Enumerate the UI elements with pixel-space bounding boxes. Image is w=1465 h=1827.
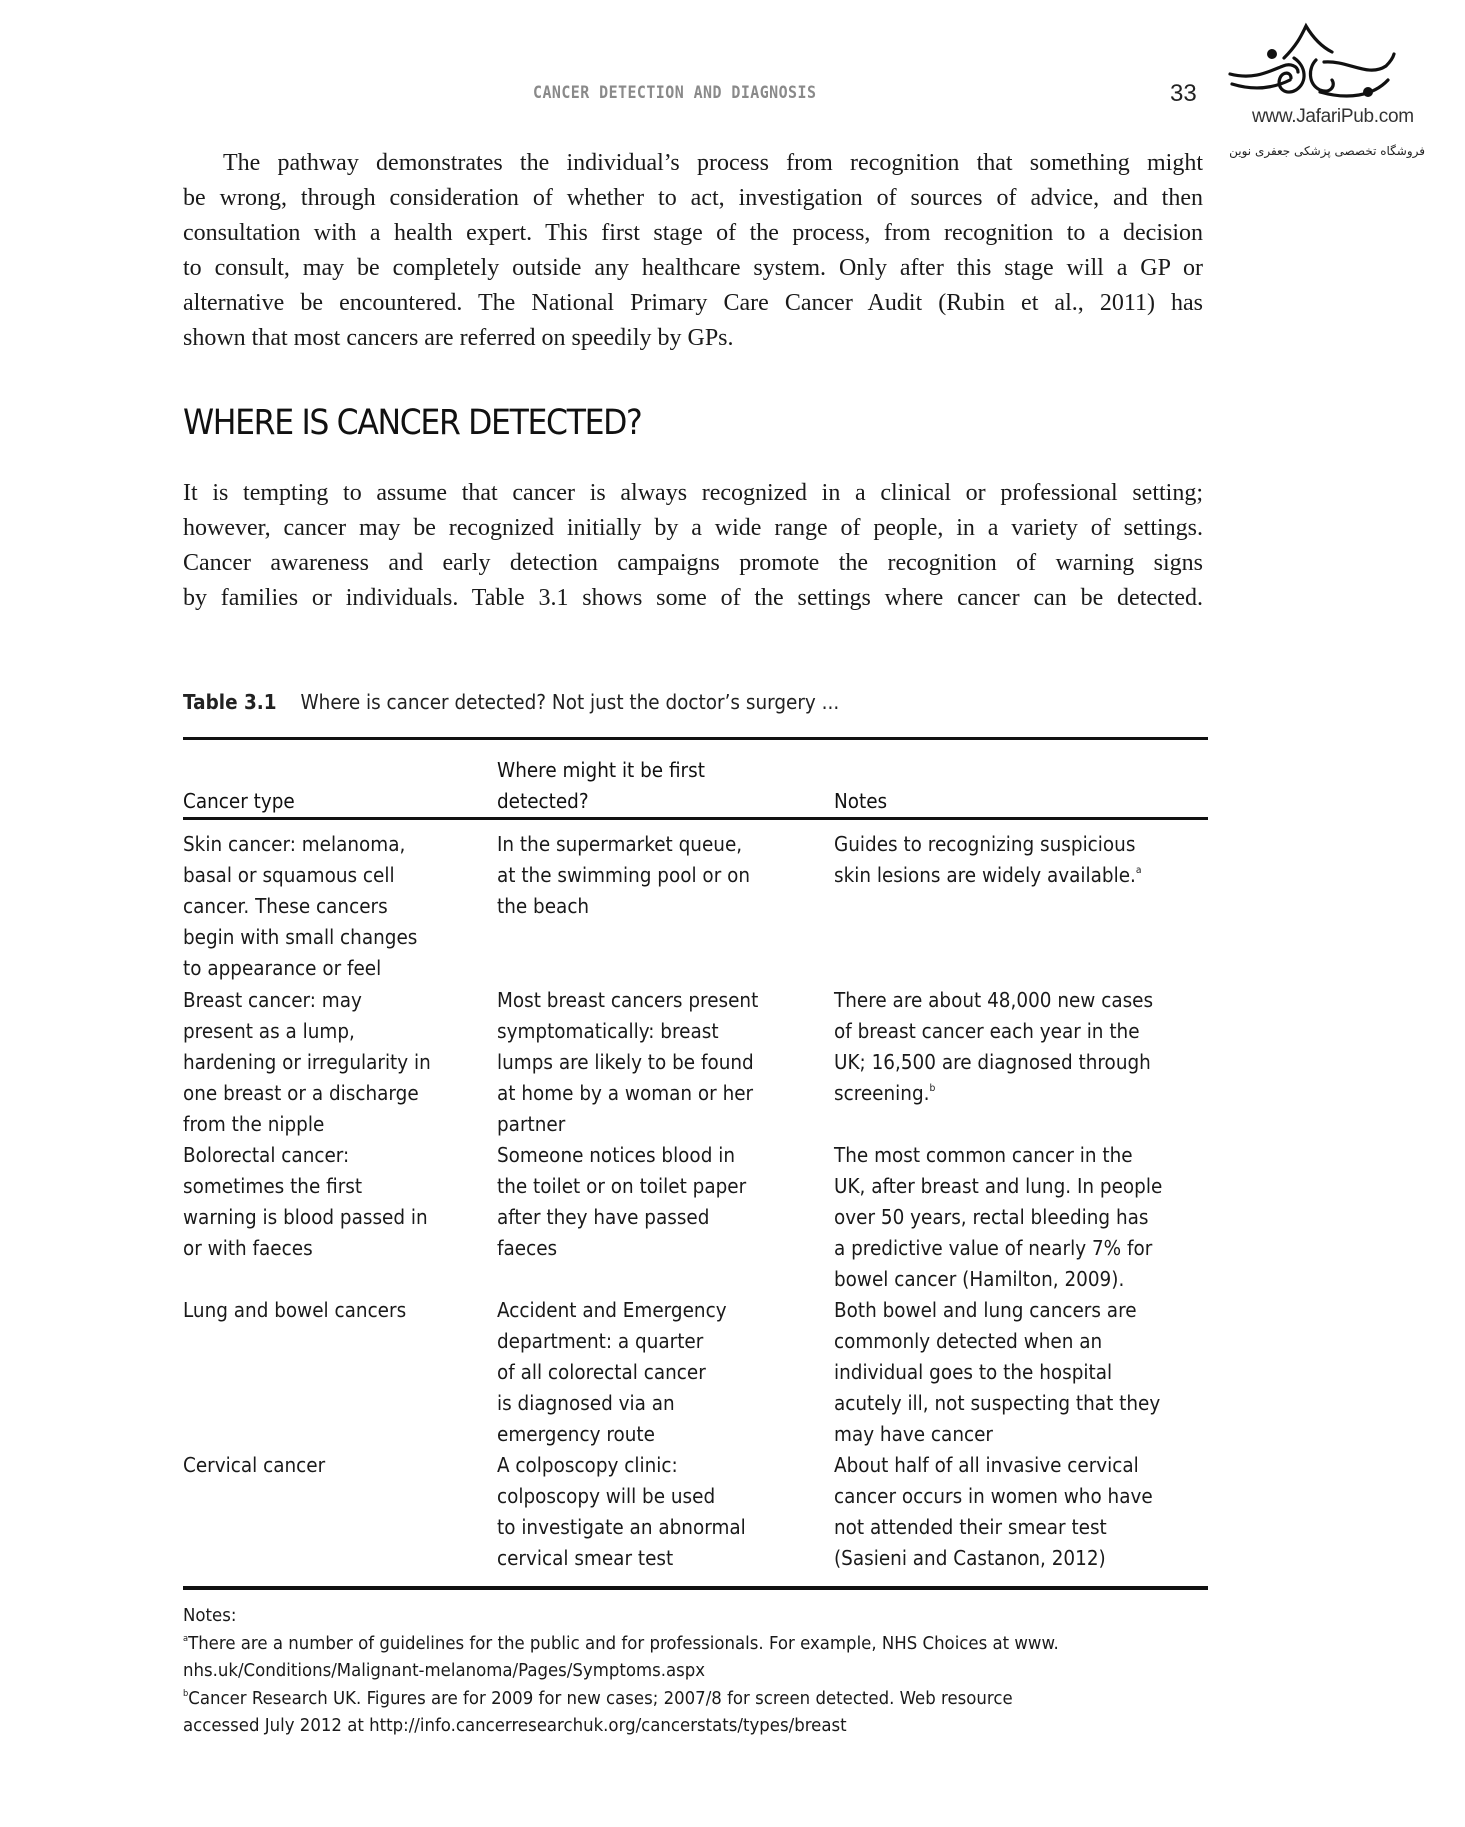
running-head: CANCER DETECTION AND DIAGNOSIS — [533, 83, 817, 103]
table-row-skin-where: In the supermarket queue, at the swimming pool or on the beach — [497, 832, 751, 918]
paragraph-line: by families or individuals. Table 3.1 shows some of the settings where cancer can be detected. — [183, 585, 1203, 611]
table-row-cervical-notes: About half of all invasive cervical cancer occurs in women who have not attended their smear test (Sasieni and Castanon, 2012) — [834, 1453, 1153, 1570]
header-text: Cancer type — [183, 789, 295, 813]
paragraph-line: It is tempting to assume that cancer is always recognized in a clinical or professional setting; — [183, 480, 1203, 506]
table-row-bolorectal-notes: The most common cancer in the UK, after breast and lung. In people over 50 years, rectal bleeding has a predictive value of nearly 7% for bowel cancer (Hamilton, 2009). — [834, 1143, 1163, 1291]
watermark-tagline: فروشگاه تخصصی پزشکی جعفری نوین — [1229, 144, 1425, 158]
column-header-cancer-type — [183, 755, 295, 817]
table-row-skin-notes: Guides to recognizing suspicious skin lesions are widely available.$^a$ — [834, 832, 1142, 887]
header-text: Notes — [834, 789, 888, 813]
table-row-bolorectal-where: Someone notices blood in the toilet or on toilet paper after they have passed faeces — [497, 1143, 747, 1260]
paragraph-line: shown that most cancers are referred on speedily by GPs. — [183, 325, 734, 351]
table-row-lung-bowel-notes: Both bowel and lung cancers are commonly detected when an individual goes to the hospital acutely ill, not suspecting that they may have cancer — [834, 1298, 1161, 1446]
body-paragraph-1 — [183, 146, 1203, 356]
table-row-lung-bowel-cancer-type: Lung and bowel cancers — [183, 1298, 407, 1322]
table-row-cervical-where: A colposcopy clinic: colposcopy will be used to investigate an abnormal cervical smear test — [497, 1453, 746, 1570]
table-caption-text: Where is cancer detected? Not just the doctor’s surgery ... — [300, 690, 840, 714]
table-row-bolorectal-cancer-type: Bolorectal cancer: sometimes the first warning is blood passed in or with faeces — [183, 1143, 428, 1260]
footnote-b-link[interactable]: accessed July 2012 at http://info.cancerresearchuk.org/cancerstats/types/breast — [183, 1715, 847, 1736]
table-header-rule — [183, 817, 1208, 820]
section-heading: WHERE IS CANCER DETECTED? — [183, 403, 642, 443]
table-row-breast-notes: There are about 48,000 new cases of breast cancer each year in the UK; 16,500 are diagnosed through screening.$^b$ — [834, 988, 1154, 1105]
table-row-breast-cancer-type: Breast cancer: may present as a lump, hardening or irregularity in one breast or a discharge from the nipple — [183, 988, 431, 1136]
table-row-cervical-cancer-type: Cervical cancer — [183, 1453, 326, 1477]
table-notes — [183, 1602, 1059, 1740]
notes-title: Notes: — [183, 1605, 237, 1626]
paragraph-line: to consult, may be completely outside any healthcare system. Only after this stage will a GP or — [183, 255, 1203, 281]
footnote-b: $^b$Cancer Research UK. Figures are for 2009 for new cases; 2007/8 for screen detected. Web resource — [183, 1687, 1013, 1709]
table-row-skin-cancer-type: Skin cancer: melanoma, basal or squamous cell cancer. These cancers begin with small changes to appearance or feel — [183, 832, 418, 980]
footnote-marker-b: b — [929, 1083, 936, 1094]
body-paragraph-2 — [183, 476, 1203, 616]
footnote-marker-a: a — [1135, 865, 1142, 876]
table-bottom-rule — [183, 1586, 1208, 1590]
paragraph-line: alternative be encountered. The National Primary Care Cancer Audit (Rubin et al., 2011) has — [183, 290, 1203, 316]
paragraph-line: The pathway demonstrates the individual’s process from recognition that something might — [223, 150, 1203, 176]
column-header-where-detected — [497, 755, 705, 817]
column-header-notes — [834, 755, 887, 817]
page-number: 33 — [1170, 80, 1197, 107]
footnote-a: $^a$There are a number of guidelines for the public and for professionals. For example, NHS Choices at www. — [183, 1632, 1059, 1654]
paragraph-line: however, cancer may be recognized initially by a wide range of people, in a variety of settings. — [183, 515, 1203, 541]
header-text: Where might it be first — [497, 758, 705, 782]
footnote-a-link[interactable]: nhs.uk/Conditions/Malignant-melanoma/Pages/Symptoms.aspx — [183, 1660, 706, 1681]
table-label: Table 3.1 — [183, 690, 277, 714]
paragraph-line: Cancer awareness and early detection campaigns promote the recognition of warning signs — [183, 550, 1203, 576]
table-row-lung-bowel-where: Accident and Emergency department: a quarter of all colorectal cancer is diagnosed via an emergency route — [497, 1298, 727, 1446]
table-row-breast-where: Most breast cancers present symptomatically: breast lumps are likely to be found at home by a woman or her partner — [497, 988, 759, 1136]
jafaripub-logo-icon — [1228, 22, 1398, 106]
table-caption — [183, 690, 839, 714]
watermark-url: www.JafariPub.com — [1252, 106, 1414, 127]
paragraph-line: consultation with a health expert. This first stage of the process, from recognition to a decision — [183, 220, 1203, 246]
paragraph-line: be wrong, through consideration of whether to act, investigation of sources of advice, and then — [183, 185, 1203, 211]
header-text: detected? — [497, 789, 589, 813]
table-top-rule — [183, 737, 1208, 740]
